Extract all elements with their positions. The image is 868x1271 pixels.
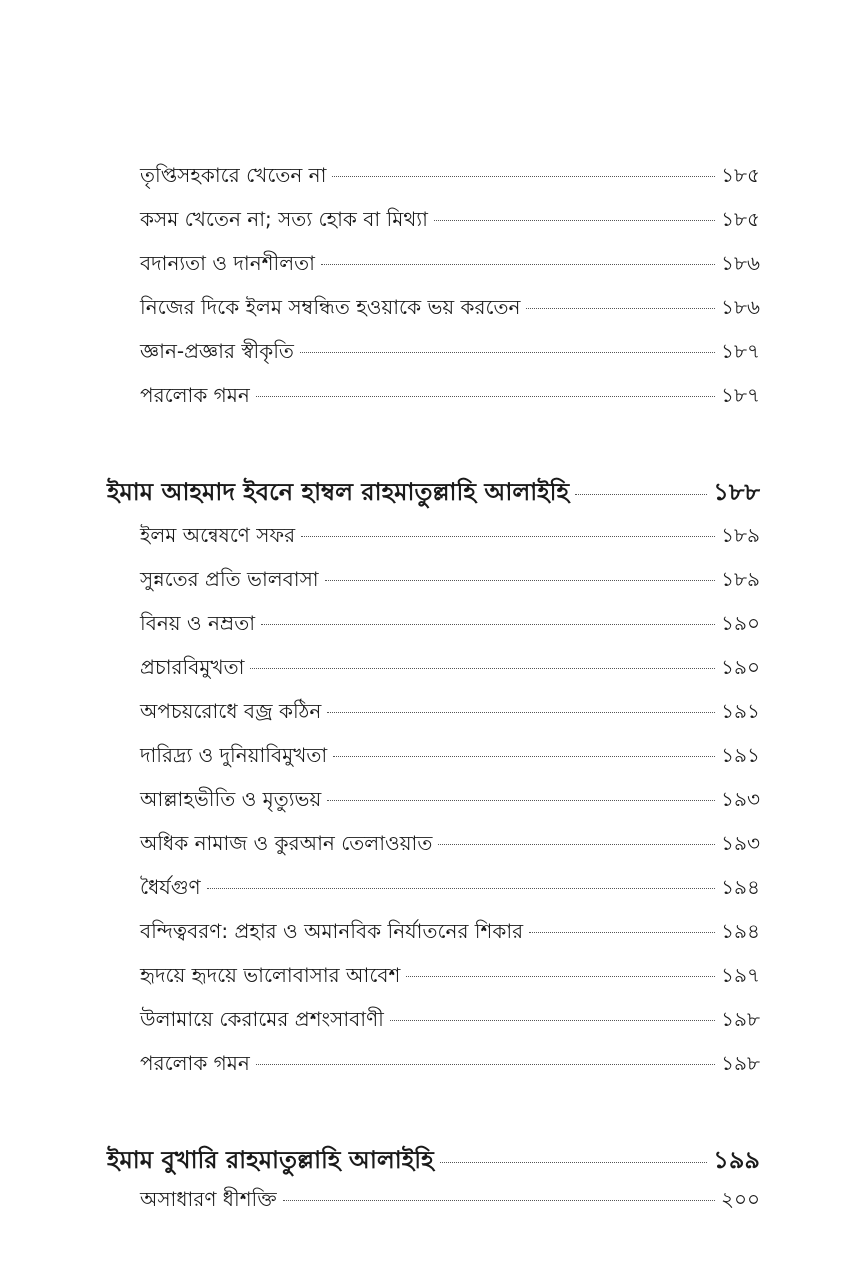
toc-entry — [140, 961, 760, 994]
toc-entry-title: দারিদ্র্য ও দুনিয়াবিমুখতা — [140, 743, 328, 767]
toc-entry-page: ১৮৬ — [721, 295, 760, 319]
toc-entry — [140, 653, 760, 686]
toc-entry-page: ১৯৩ — [721, 831, 760, 855]
dot-leader — [256, 1064, 715, 1065]
chapter-title: ইমাম বুখারি রাহমাতুল্লাহি আলাইহি — [107, 1146, 434, 1174]
toc-entry-page: ১৯৭ — [721, 963, 760, 987]
toc-entry-title: প্রচারবিমুখতা — [140, 655, 245, 679]
toc-entry — [140, 609, 760, 642]
dot-leader — [301, 536, 715, 537]
toc-chapter-heading — [107, 1142, 760, 1182]
toc-entry-page: ১৯০ — [721, 611, 760, 635]
dot-leader — [434, 220, 715, 221]
toc-entry-page: ১৮৬ — [721, 251, 760, 275]
toc-entry — [140, 741, 760, 774]
toc-entry-title: আল্লাহভীতি ও মৃত্যুভয় — [140, 787, 322, 811]
dot-leader — [321, 264, 715, 265]
dot-leader — [300, 352, 715, 353]
dot-leader — [256, 396, 715, 397]
toc-entry-title: কসম খেতেন না; সত্য হোক বা মিথ্যা — [140, 207, 428, 231]
toc-entry — [140, 785, 760, 818]
dot-leader — [406, 976, 715, 977]
dot-leader — [575, 494, 707, 495]
dot-leader — [327, 800, 715, 801]
toc-entry — [140, 565, 760, 598]
toc-entry-title: পরলোক গমন — [140, 383, 250, 407]
dot-leader — [438, 844, 715, 845]
toc-entry — [140, 1049, 760, 1082]
dot-leader — [327, 712, 715, 713]
toc-entry — [140, 249, 760, 282]
dot-leader — [526, 308, 715, 309]
toc-entry — [140, 829, 760, 862]
dot-leader — [207, 888, 715, 889]
toc-entry — [140, 521, 760, 554]
toc-entry-title: তৃপ্তিসহকারে খেতেন না — [140, 163, 327, 187]
toc-entry-page: ১৮৭ — [721, 383, 760, 407]
toc-entry — [140, 293, 760, 326]
toc-entry-title: অধিক নামাজ ও কুরআন তেলাওয়াত — [140, 831, 433, 855]
toc-entry-title: হৃদয়ে হৃদয়ে ভালোবাসার আবেশ — [140, 963, 401, 987]
toc-entry-page: ১৯১ — [721, 699, 760, 723]
dot-leader — [529, 932, 715, 933]
dot-leader — [283, 1200, 715, 1201]
toc-entry — [140, 205, 760, 238]
dot-leader — [440, 1162, 708, 1163]
toc-entry-page: ১৮৯ — [721, 567, 760, 591]
toc-entry-title: ধৈর্যগুণ — [140, 875, 201, 899]
toc-entry-page: ১৯০ — [721, 655, 760, 679]
toc-entry-page: ১৯৪ — [721, 919, 760, 943]
dot-leader — [325, 580, 715, 581]
toc-entry — [140, 337, 760, 370]
toc-entry — [140, 1185, 760, 1218]
toc-entry-title: নিজের দিকে ইলম সম্বন্ধিত হওয়াকে ভয় করতেন — [140, 295, 521, 319]
toc-entry-page: ১৮৫ — [721, 163, 760, 187]
chapter-title: ইমাম আহমাদ ইবনে হাম্বল রাহমাতুল্লাহি আলাইহি — [107, 478, 570, 506]
dot-leader — [250, 668, 715, 669]
toc-entry — [140, 1005, 760, 1038]
toc-entry-title: বিনয় ও নম্রতা — [140, 611, 256, 635]
toc-entry-page: ১৯৮ — [721, 1051, 760, 1075]
chapter-page: ১৮৮ — [713, 478, 760, 506]
toc-entry-title: উলামায়ে কেরামের প্রশংসাবাণী — [140, 1007, 384, 1031]
toc-entry — [140, 873, 760, 906]
toc-entry — [140, 161, 760, 194]
toc-entry — [140, 697, 760, 730]
toc-entry-title: বন্দিত্ববরণ: প্রহার ও অমানবিক নির্যাতনের শিকার — [140, 919, 524, 943]
chapter-page: ১৯৯ — [713, 1146, 760, 1174]
dot-leader — [390, 1020, 715, 1021]
dot-leader — [332, 176, 715, 177]
toc-entry-title: অপচয়রোধে বজ্র কঠিন — [140, 699, 322, 723]
toc-entry-page: ১৮৭ — [721, 339, 760, 363]
toc-entry-title: পরলোক গমন — [140, 1051, 250, 1075]
toc-entry-title: সুন্নতের প্রতি ভালবাসা — [140, 567, 319, 591]
dot-leader — [333, 756, 715, 757]
toc-entry-title: অসাধারণ ধীশক্তি — [140, 1187, 277, 1211]
toc-entry-page: ২০০ — [720, 1187, 760, 1211]
toc-entry-page: ১৯৩ — [721, 787, 760, 811]
toc-entry-title: বদান্যতা ও দানশীলতা — [140, 251, 315, 275]
toc-entry — [140, 381, 760, 414]
toc-chapter-heading — [107, 474, 760, 514]
toc-entry-page: ১৯৮ — [721, 1007, 760, 1031]
toc-entry-title: জ্ঞান-প্রজ্ঞার স্বীকৃতি — [140, 339, 294, 363]
toc-entry — [140, 917, 760, 950]
toc-entry-page: ১৮৯ — [721, 523, 760, 547]
toc-entry-page: ১৯৪ — [721, 875, 760, 899]
toc-entry-page: ১৯১ — [721, 743, 760, 767]
dot-leader — [261, 624, 715, 625]
toc-entry-title: ইলম অন্বেষণে সফর — [140, 523, 296, 547]
toc-entry-page: ১৮৫ — [721, 207, 760, 231]
